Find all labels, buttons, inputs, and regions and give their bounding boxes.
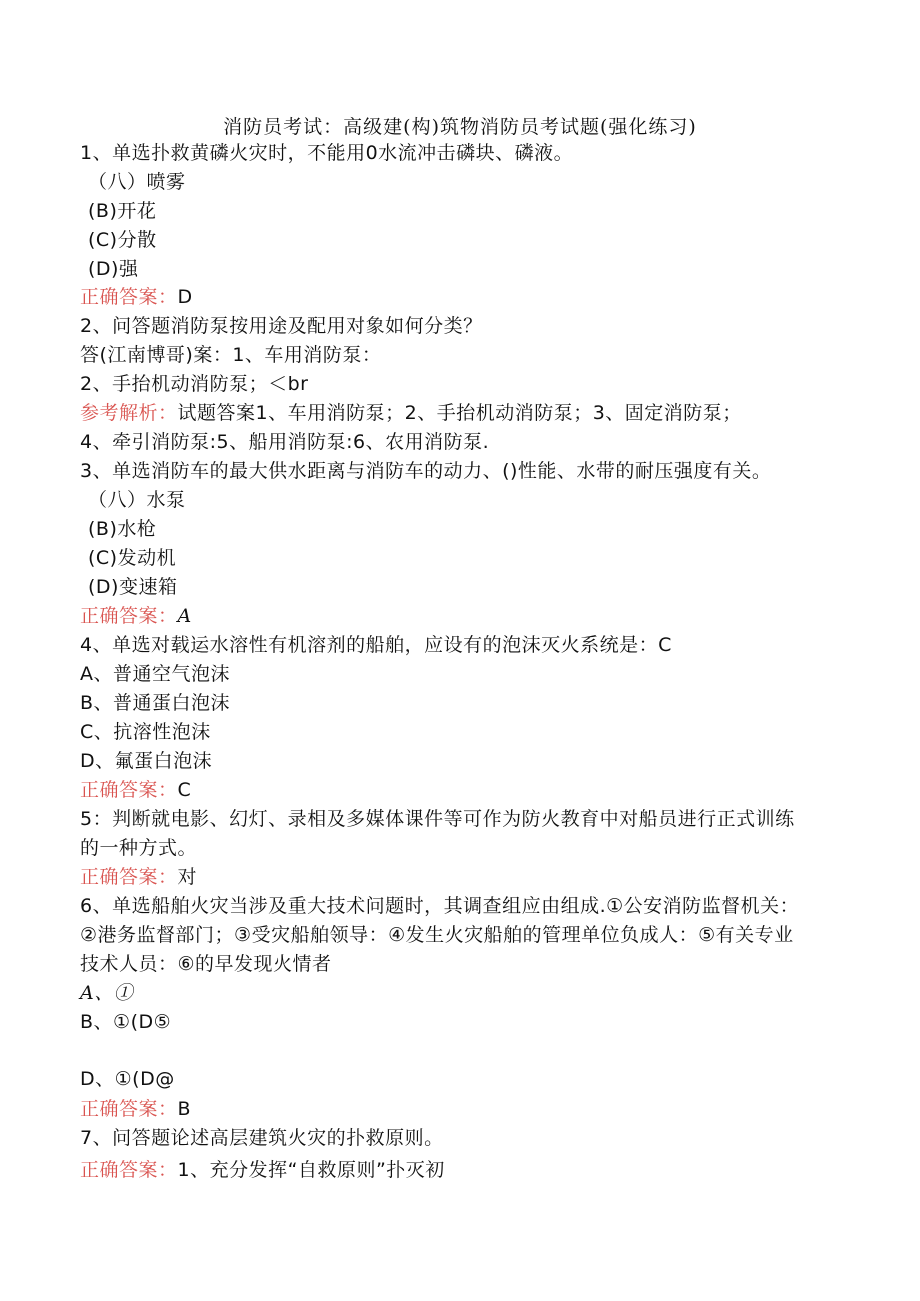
analysis-text: 试题答案1、车用消防泵；2、手抬机动消防泵；3、固定消防泵； bbox=[177, 402, 742, 424]
answer-value: D bbox=[177, 286, 193, 308]
question-2-answer-line-3: 4、牵引消防泵:5、船用消防泵:6、农用消防泵. bbox=[80, 431, 490, 453]
question-3-option-c: (C)发动机 bbox=[88, 547, 177, 569]
answer-value: 1、充分发挥“自救原则”扑灭初 bbox=[177, 1159, 445, 1181]
answer-label: 正确答案： bbox=[80, 1159, 178, 1181]
question-1-option-d: (D)强 bbox=[88, 258, 139, 280]
question-6-answer bbox=[80, 1096, 191, 1122]
question-6-option-a: A、① bbox=[80, 982, 134, 1004]
answer-value: 对 bbox=[177, 866, 198, 888]
question-6-option-d: D、①(D@ bbox=[80, 1068, 175, 1090]
question-2-analysis bbox=[80, 400, 742, 426]
document-title: 消防员考试：高级建(构)筑物消防员考试题(强化练习) bbox=[223, 116, 697, 138]
question-3-option-b: (B)水枪 bbox=[88, 518, 157, 540]
question-5-answer bbox=[80, 864, 197, 890]
question-3-option-d: (D)变速箱 bbox=[88, 576, 178, 598]
question-6-stem-line-3: 技术人员：⑥的早发现火情者 bbox=[80, 953, 332, 975]
question-6-stem-line-2: ②港务监督部门；③受灾船舶领导：④发生火灾船舶的管理单位负成人：⑤有关专业 bbox=[80, 924, 794, 946]
answer-label: 正确答案： bbox=[80, 286, 178, 308]
answer-value: C bbox=[177, 779, 192, 801]
question-2-answer-line-2: 2、手抬机动消防泵；＜br bbox=[80, 373, 309, 395]
question-4-option-c: C、抗溶性泡沫 bbox=[80, 721, 211, 743]
question-7-answer bbox=[80, 1157, 445, 1183]
question-5-stem-line-1: 5：判断就电影、幻灯、录相及多媒体课件等可作为防火教育中对船员进行正式训练 bbox=[80, 808, 795, 830]
question-4-option-a: A、普通空气泡沫 bbox=[80, 663, 230, 685]
question-4-option-b: B、普通蛋白泡沫 bbox=[80, 692, 231, 714]
question-1-stem: 1、单选扑救黄磷火灾时，不能用0水流冲击磷块、磷液。 bbox=[80, 142, 574, 164]
question-1-option-c: (C)分散 bbox=[88, 229, 157, 251]
answer-value: A bbox=[177, 605, 192, 627]
question-5-stem-line-2: 的一种方式。 bbox=[80, 837, 198, 859]
answer-label: 正确答案： bbox=[80, 1098, 178, 1120]
question-6-option-b: B、①(D⑤ bbox=[80, 1011, 172, 1033]
answer-label: 正确答案： bbox=[80, 779, 178, 801]
answer-label: 正确答案： bbox=[80, 866, 178, 888]
question-2-stem: 2、问答题消防泵按用途及配用对象如何分类？ bbox=[80, 315, 483, 337]
question-3-stem: 3、单选消防车的最大供水距离与消防车的动力、()性能、水带的耐压强度有关。 bbox=[80, 460, 772, 482]
question-3-answer bbox=[80, 603, 192, 629]
answer-value: B bbox=[177, 1098, 192, 1120]
question-1-option-b: (B)开花 bbox=[88, 200, 157, 222]
question-6-stem-line-1: 6、单选船舶火灾当涉及重大技术问题时，其调查组应由组成.①公安消防监督机关： bbox=[80, 895, 800, 917]
question-2-answer-line-1: 答(江南博哥)案：1、车用消防泵： bbox=[80, 344, 382, 366]
question-1-option-a: （八）喷雾 bbox=[88, 171, 186, 193]
question-7-stem: 7、问答题论述高层建筑火灾的扑救原则。 bbox=[80, 1127, 444, 1149]
question-4-option-d: D、氟蛋白泡沫 bbox=[80, 750, 213, 772]
question-4-answer bbox=[80, 777, 191, 803]
question-4-stem: 4、单选对载运水溶性有机溶剂的船舶，应设有的泡沫灭火系统是：C bbox=[80, 634, 672, 656]
analysis-label: 参考解析： bbox=[80, 402, 178, 424]
question-1-answer bbox=[80, 284, 193, 310]
answer-label: 正确答案： bbox=[80, 605, 178, 627]
question-3-option-a: （八）水泵 bbox=[88, 489, 186, 511]
